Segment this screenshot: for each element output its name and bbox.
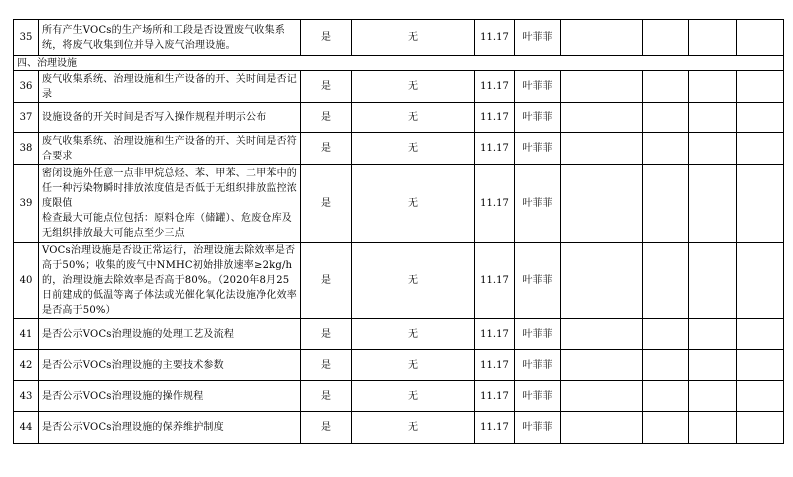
table-row bbox=[14, 350, 784, 381]
item-description: 是否公示VOCs治理设施的保养维护制度 bbox=[39, 412, 301, 444]
standard-cell: 是 bbox=[301, 412, 352, 444]
empty-cell bbox=[737, 20, 784, 56]
section-header-row bbox=[14, 56, 784, 71]
finding-cell: 无 bbox=[352, 133, 475, 165]
inspector-cell: 叶菲菲 bbox=[515, 243, 561, 319]
table-row bbox=[14, 165, 784, 243]
empty-cell bbox=[737, 381, 784, 412]
empty-cell bbox=[561, 350, 643, 381]
empty-cell bbox=[643, 319, 689, 350]
standard-cell: 是 bbox=[301, 165, 352, 243]
standard-cell: 是 bbox=[301, 103, 352, 133]
table-row bbox=[14, 133, 784, 165]
standard-cell: 是 bbox=[301, 350, 352, 381]
finding-cell: 无 bbox=[352, 103, 475, 133]
empty-cell bbox=[561, 71, 643, 103]
empty-cell bbox=[689, 412, 737, 444]
date-cell: 11.17 bbox=[475, 350, 515, 381]
item-number: 37 bbox=[14, 103, 39, 133]
empty-cell bbox=[643, 412, 689, 444]
date-cell: 11.17 bbox=[475, 381, 515, 412]
date-cell: 11.17 bbox=[475, 319, 515, 350]
empty-cell bbox=[643, 381, 689, 412]
table-row bbox=[14, 412, 784, 444]
inspector-cell: 叶菲菲 bbox=[515, 381, 561, 412]
empty-cell bbox=[737, 243, 784, 319]
finding-cell: 无 bbox=[352, 381, 475, 412]
empty-cell bbox=[689, 319, 737, 350]
table-row bbox=[14, 319, 784, 350]
empty-cell bbox=[643, 165, 689, 243]
empty-cell bbox=[689, 103, 737, 133]
empty-cell bbox=[561, 381, 643, 412]
item-number: 41 bbox=[14, 319, 39, 350]
empty-cell bbox=[643, 103, 689, 133]
empty-cell bbox=[689, 165, 737, 243]
inspection-checklist-table bbox=[13, 19, 784, 444]
empty-cell bbox=[689, 20, 737, 56]
empty-cell bbox=[737, 412, 784, 444]
table-row bbox=[14, 103, 784, 133]
item-description: 是否公示VOCs治理设施的操作规程 bbox=[39, 381, 301, 412]
inspector-cell: 叶菲菲 bbox=[515, 20, 561, 56]
item-description: 设施设备的开关时间是否写入操作规程并明示公布 bbox=[39, 103, 301, 133]
item-number: 36 bbox=[14, 71, 39, 103]
item-description: 废气收集系统、治理设施和生产设备的开、关时间是否记录 bbox=[39, 71, 301, 103]
inspector-cell: 叶菲菲 bbox=[515, 71, 561, 103]
standard-cell: 是 bbox=[301, 243, 352, 319]
inspector-cell: 叶菲菲 bbox=[515, 319, 561, 350]
date-cell: 11.17 bbox=[475, 133, 515, 165]
item-description: 是否公示VOCs治理设施的处理工艺及流程 bbox=[39, 319, 301, 350]
empty-cell bbox=[689, 133, 737, 165]
date-cell: 11.17 bbox=[475, 243, 515, 319]
empty-cell bbox=[689, 350, 737, 381]
finding-cell: 无 bbox=[352, 412, 475, 444]
finding-cell: 无 bbox=[352, 71, 475, 103]
item-number: 38 bbox=[14, 133, 39, 165]
standard-cell: 是 bbox=[301, 71, 352, 103]
standard-cell: 是 bbox=[301, 133, 352, 165]
finding-cell: 无 bbox=[352, 243, 475, 319]
finding-cell: 无 bbox=[352, 319, 475, 350]
inspector-cell: 叶菲菲 bbox=[515, 133, 561, 165]
item-description: 所有产生VOCs的生产场所和工段是否设置废气收集系统，将废气收集到位并导入废气治理设施。 bbox=[39, 20, 301, 56]
empty-cell bbox=[737, 103, 784, 133]
empty-cell bbox=[643, 20, 689, 56]
item-description: VOCs治理设施是否设正常运行，治理设施去除效率是否高于50%；收集的废气中NMHC初始排放速率≥2kg/h的，治理设施去除效率是否高于80%。（2020年8月25日前建成的低温等离子体法或光催化氧化法设施净化效率是否高于50%） bbox=[39, 243, 301, 319]
date-cell: 11.17 bbox=[475, 20, 515, 56]
item-number: 39 bbox=[14, 165, 39, 243]
inspector-cell: 叶菲菲 bbox=[515, 412, 561, 444]
section-title: 四、治理设施 bbox=[14, 56, 784, 71]
table-row bbox=[14, 71, 784, 103]
date-cell: 11.17 bbox=[475, 71, 515, 103]
table-row bbox=[14, 381, 784, 412]
empty-cell bbox=[737, 350, 784, 381]
date-cell: 11.17 bbox=[475, 412, 515, 444]
item-description: 废气收集系统、治理设施和生产设备的开、关时间是否符合要求 bbox=[39, 133, 301, 165]
item-description: 密闭设施外任意一点非甲烷总烃、苯、甲苯、二甲苯中的任一种污染物瞬时排放浓度值是否低于无组织排放监控浓度限值 检查最大可能点位包括：原料仓库（储罐）、危废仓库及无组织排放最大可能点至少三点 bbox=[39, 165, 301, 243]
empty-cell bbox=[643, 71, 689, 103]
empty-cell bbox=[561, 103, 643, 133]
empty-cell bbox=[561, 133, 643, 165]
empty-cell bbox=[643, 243, 689, 319]
finding-cell: 无 bbox=[352, 350, 475, 381]
empty-cell bbox=[561, 319, 643, 350]
empty-cell bbox=[737, 165, 784, 243]
empty-cell bbox=[737, 71, 784, 103]
empty-cell bbox=[561, 20, 643, 56]
standard-cell: 是 bbox=[301, 319, 352, 350]
item-number: 35 bbox=[14, 20, 39, 56]
empty-cell bbox=[561, 165, 643, 243]
empty-cell bbox=[689, 381, 737, 412]
finding-cell: 无 bbox=[352, 20, 475, 56]
standard-cell: 是 bbox=[301, 20, 352, 56]
table-row bbox=[14, 20, 784, 56]
empty-cell bbox=[689, 71, 737, 103]
standard-cell: 是 bbox=[301, 381, 352, 412]
checklist-body bbox=[14, 20, 784, 444]
item-number: 42 bbox=[14, 350, 39, 381]
empty-cell bbox=[737, 319, 784, 350]
item-number: 43 bbox=[14, 381, 39, 412]
item-description: 是否公示VOCs治理设施的主要技术参数 bbox=[39, 350, 301, 381]
inspector-cell: 叶菲菲 bbox=[515, 103, 561, 133]
empty-cell bbox=[643, 350, 689, 381]
empty-cell bbox=[643, 133, 689, 165]
empty-cell bbox=[561, 243, 643, 319]
inspector-cell: 叶菲菲 bbox=[515, 165, 561, 243]
empty-cell bbox=[689, 243, 737, 319]
item-number: 44 bbox=[14, 412, 39, 444]
inspector-cell: 叶菲菲 bbox=[515, 350, 561, 381]
empty-cell bbox=[561, 412, 643, 444]
date-cell: 11.17 bbox=[475, 103, 515, 133]
date-cell: 11.17 bbox=[475, 165, 515, 243]
empty-cell bbox=[737, 133, 784, 165]
finding-cell: 无 bbox=[352, 165, 475, 243]
item-number: 40 bbox=[14, 243, 39, 319]
table-row bbox=[14, 243, 784, 319]
